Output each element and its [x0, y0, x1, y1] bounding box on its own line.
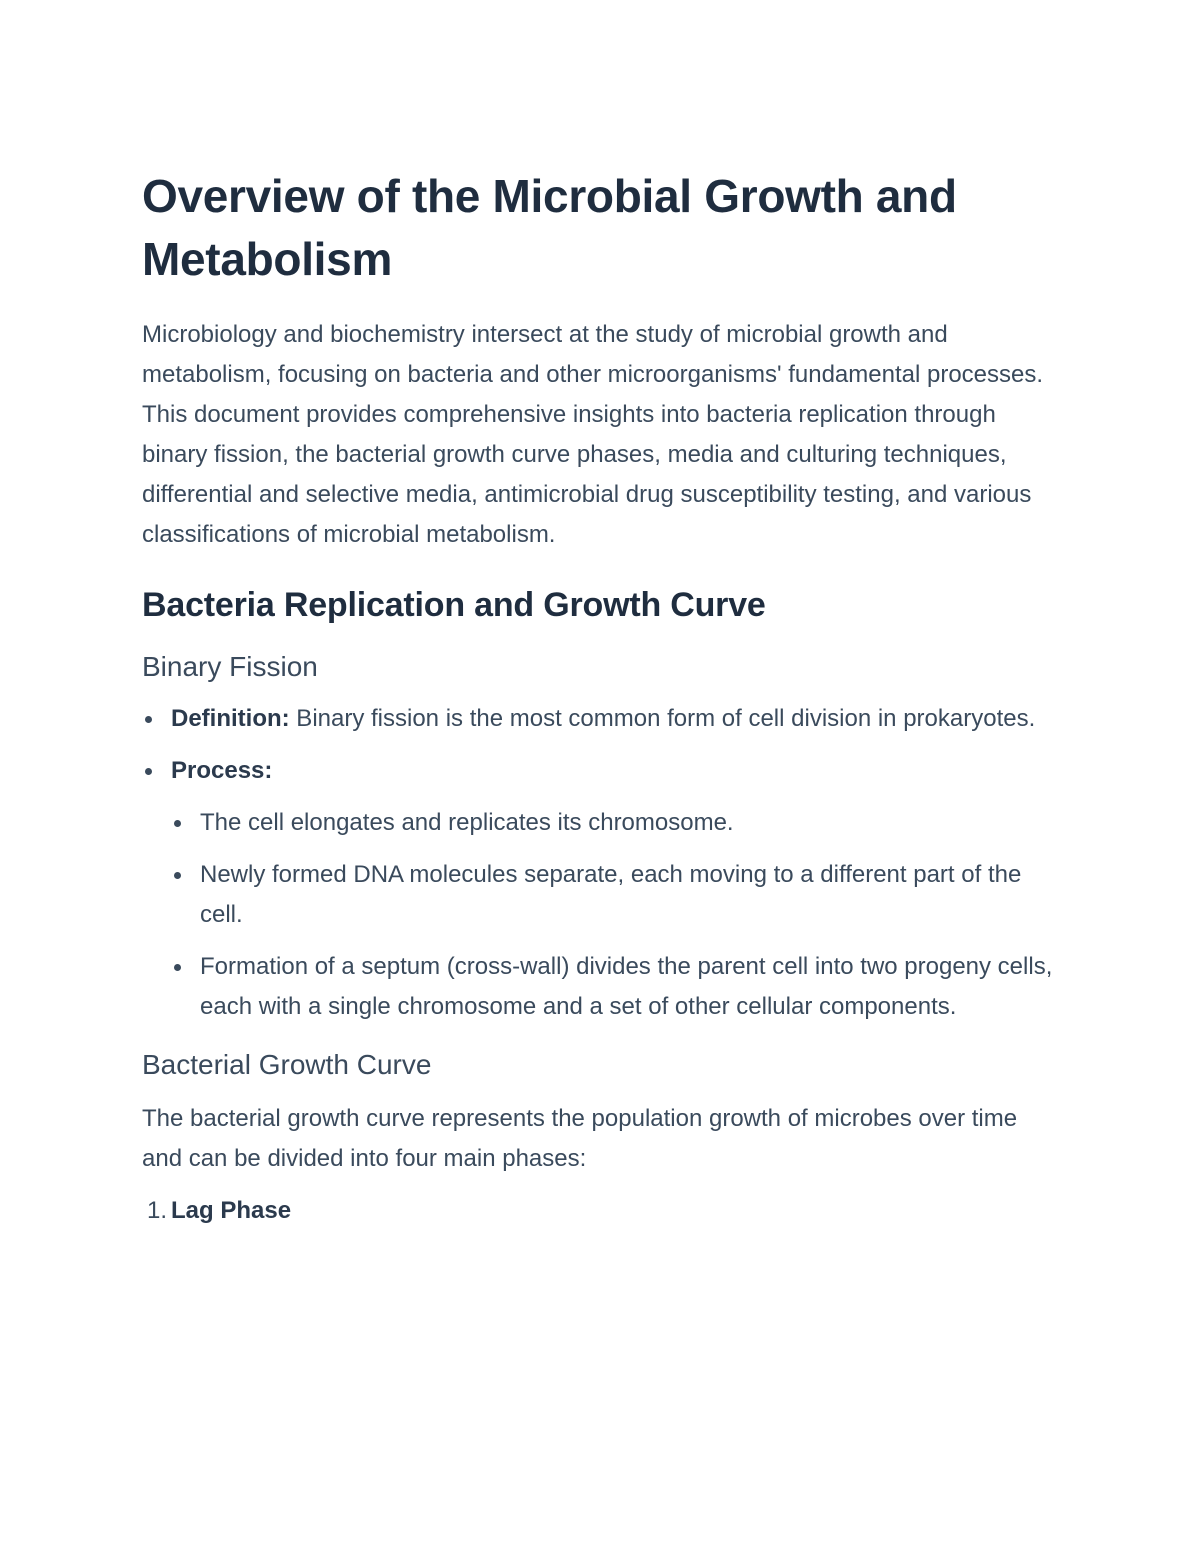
bullet-icon: [174, 820, 181, 827]
bullet-icon: [145, 716, 152, 723]
list-item-definition: [142, 699, 1057, 739]
bullet-icon: [174, 964, 181, 971]
list-item-process: [142, 751, 1057, 1027]
growth-curve-description: The bacterial growth curve represents the population growth of microbes over time and can be divided into four main phases:: [142, 1105, 1018, 1172]
list-item-phase: [142, 1191, 1057, 1231]
list-item: [171, 947, 1057, 1027]
growth-phases-list: [142, 1191, 1057, 1231]
definition-label: Definition:: [171, 705, 290, 732]
intro-paragraph: Microbiology and biochemistry intersect at the study of microbial growth and metabolism, focusing on bacteria and other microorganisms' fundamental processes. This document provides comprehensive insights into bacteria replication through binary fission, the bacterial growth curve phases, media and culturing techniques, differential and selective media, antimicrobial drug susceptibility testing, and various classifications of microbial metabolism.: [142, 321, 1044, 548]
page-title: Overview of the Microbial Growth and Metabolism: [142, 170, 957, 285]
process-step-text: Newly formed DNA molecules separate, each moving to a different part of the cell.: [200, 861, 1022, 928]
list-item: [171, 803, 1057, 843]
list-item: [171, 855, 1057, 935]
document-page: [142, 165, 1057, 1231]
process-steps-list: [171, 803, 1057, 1027]
phase-number: 1.: [147, 1197, 168, 1224]
phase-label: Lag Phase: [171, 1197, 292, 1224]
process-step-text: The cell elongates and replicates its chromosome.: [200, 809, 734, 836]
subheading-binary-fission: Binary Fission: [142, 651, 318, 682]
process-step-text: Formation of a septum (cross-wall) divides the parent cell into two progeny cells, each with a single chromosome and a set of other cellular components.: [200, 953, 1053, 1020]
binary-fission-list: [142, 699, 1057, 1027]
process-label: Process:: [171, 757, 273, 784]
bullet-icon: [145, 768, 152, 775]
subheading-growth-curve: Bacterial Growth Curve: [142, 1049, 432, 1080]
bullet-icon: [174, 872, 181, 879]
section-heading-replication: Bacteria Replication and Growth Curve: [142, 586, 766, 624]
definition-text: Binary fission is the most common form of cell division in prokaryotes.: [289, 705, 1036, 732]
